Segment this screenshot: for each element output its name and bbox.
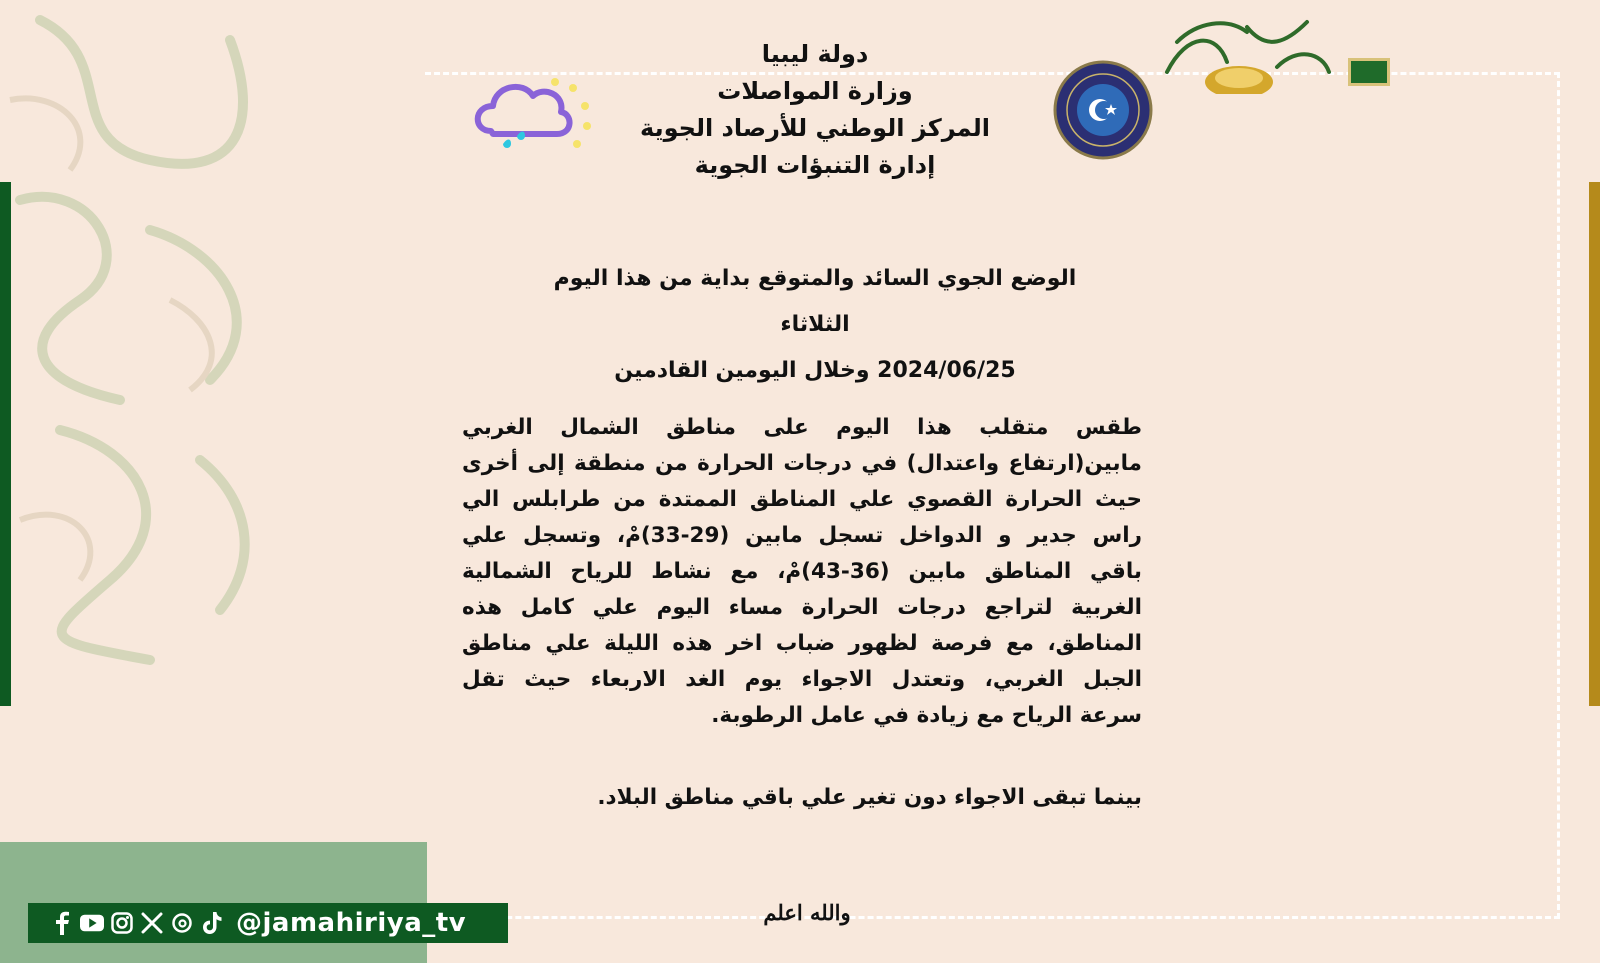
social-bar [28, 903, 508, 943]
paragraph-line: طقس متقلب هذا اليوم على مناطق الشمال الغربي [462, 415, 1142, 440]
title-line-2: 2024/06/25 وخلال اليومين القادمين [614, 358, 1016, 383]
paragraph-line: حيث الحرارة القصوي علي المناطق الممتدة من طرابلس الي [462, 487, 1142, 512]
tiktok-icon[interactable] [200, 911, 224, 935]
forecast-paragraph [462, 410, 1142, 734]
paragraph-line: راس جدير و الدواخل تسجل مابين (29-33)مْ، وتسجل علي [462, 523, 1142, 548]
calligraphy-ornament [0, 0, 300, 700]
header-block [640, 36, 990, 184]
jamahiriya-logo [1157, 12, 1335, 94]
paragraph-line: سرعة الرياح مع زيادة في عامل الرطوبة. [711, 703, 1142, 728]
header-department: إدارة التنبؤات الجوية [694, 151, 936, 179]
title-line-1: الوضع الجوي السائد والمتوقع بداية من هذا اليوم الثلاثاء [553, 266, 1077, 337]
instagram-icon[interactable] [110, 911, 134, 935]
paragraph-line: الجبل الغربي، وتعتدل الاجواء يوم الغد الاربعاء حيث تقل [462, 667, 1142, 692]
closing-line: بينما تبقى الاجواء دون تغير علي باقي مناطق البلاد. [597, 785, 1142, 810]
bulletin-title [520, 256, 1110, 394]
signoff-text: والله اعلم [763, 900, 851, 925]
facebook-icon[interactable] [50, 911, 74, 935]
threads-icon[interactable] [170, 911, 194, 935]
x-icon[interactable] [140, 911, 164, 935]
right-accent-bar [1589, 182, 1600, 706]
frame-corner-square [1348, 58, 1390, 86]
youtube-icon[interactable] [80, 911, 104, 935]
paragraph-line: مابين(ارتفاع واعتدال) في درجات الحرارة من منطقة إلى أخرى [462, 451, 1142, 476]
header-center: المركز الوطني للأرصاد الجوية [640, 114, 990, 142]
weather-cloud-rain-icon [473, 76, 598, 166]
paragraph-line: المناطق، مع فرصة لظهور ضباب اخر هذه الليلة علي مناطق [462, 631, 1142, 656]
paragraph-line: باقي المناطق مابين (36-43)مْ، مع نشاط للرياح الشمالية [462, 559, 1142, 584]
header-ministry: وزارة المواصلات [717, 77, 913, 105]
paragraph-line: الغربية لتراجع درجات الحرارة مساء اليوم علي كامل هذه [462, 595, 1142, 620]
government-seal [1053, 60, 1153, 160]
header-state: دولة ليبيا [761, 40, 869, 68]
social-handle[interactable]: @jamahiriya_tv [236, 908, 467, 938]
left-accent-bar [0, 182, 11, 706]
